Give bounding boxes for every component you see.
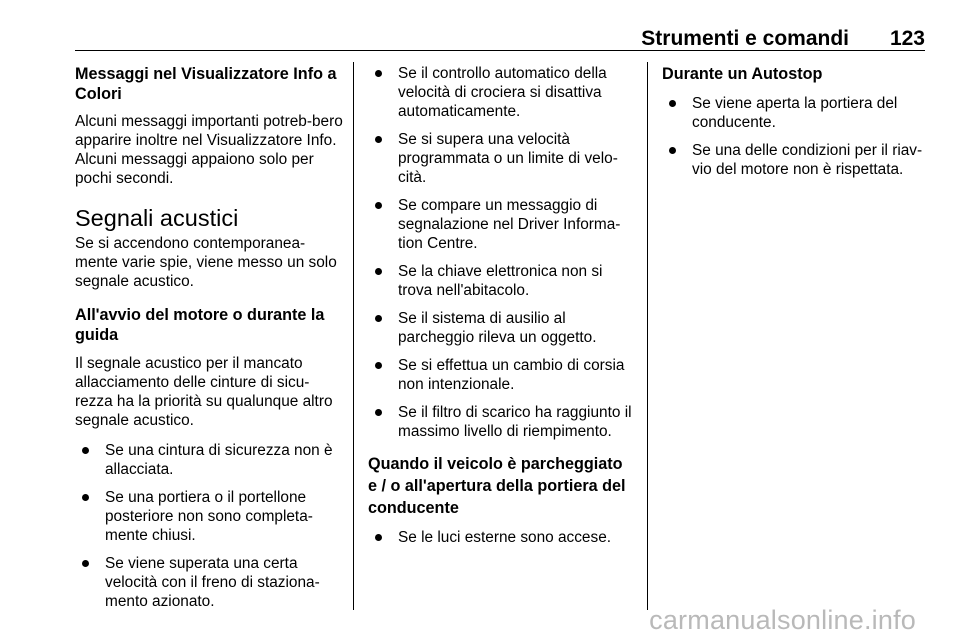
list-item: Se viene superata una certa velocità con il freno di staziona-mento azionato. [75, 554, 345, 611]
list-item: Se compare un messaggio di segnalazione nel Driver Informa-tion Centre. [368, 196, 636, 253]
list-item: Se il filtro di scarico ha raggiunto il massimo livello di riempimento. [368, 403, 636, 441]
list-item: Se si supera una velocità programmata o un limite di velo-cità. [368, 130, 636, 187]
bullet-list-driving [368, 64, 636, 441]
bullet-list-parked [368, 528, 636, 547]
page-number: 123 [889, 27, 925, 50]
bullet-icon [669, 147, 676, 154]
bullet-icon [375, 70, 382, 77]
list-item: Se una delle condizioni per il riav-vio del motore non è rispettata. [662, 141, 926, 179]
list-item: Se una portiera o il portellone posteriore non sono completa-mente chiusi. [75, 488, 345, 545]
section-title-engine-start: All'avvio del motore o durante la guida [75, 306, 325, 344]
watermark: carmanualsonline.info [649, 605, 916, 635]
list-item: Se la chiave elettronica non si trova nell'abitacolo. [368, 262, 636, 300]
list-item: Se il controllo automatico della velocità di crociera si disattiva automaticamente. [368, 64, 636, 121]
header-title: Strumenti e comandi [641, 27, 849, 50]
bullet-icon [375, 136, 382, 143]
section-text-acoustic-signals: Se si accendono contemporanea-mente varie spie, viene messo un solo segnale acustico. [75, 235, 337, 290]
page-header [75, 26, 925, 52]
section-text-color-info-display: Alcuni messaggi importanti potreb-bero apparire inoltre nel Visualizzatore Info. Alcuni messaggi appaiono solo per pochi secondi. [75, 113, 343, 187]
section-title-parked: Quando il veicolo è parcheggiato e / o all'apertura della portiera del conducente [368, 455, 626, 517]
section-text-engine-start: Il segnale acustico per il mancato allacciamento delle cinture di sicu-rezza ha la priorità su qualunque altro segnale acustico. [75, 355, 333, 429]
list-item: Se le luci esterne sono accese. [368, 528, 636, 547]
bullet-icon [375, 534, 382, 541]
list-item: Se una cintura di sicurezza non è allacciata. [75, 441, 345, 479]
bullet-icon [375, 268, 382, 275]
column-divider-1 [353, 62, 354, 610]
bullet-icon [375, 409, 382, 416]
list-item: Se il sistema di ausilio al parcheggio rileva un oggetto. [368, 309, 636, 347]
bullet-icon [375, 362, 382, 369]
bullet-list-engine-start [75, 441, 345, 611]
header-rule [75, 50, 925, 51]
list-item: Se viene aperta la portiera del conducente. [662, 94, 926, 132]
bullet-icon [82, 494, 89, 501]
list-item: Se si effettua un cambio di corsia non intenzionale. [368, 356, 636, 394]
section-title-acoustic-signals: Segnali acustici [75, 205, 239, 231]
column-1 [75, 64, 345, 620]
bullet-icon [375, 315, 382, 322]
section-title-autostop: Durante un Autostop [662, 65, 823, 83]
bullet-icon [669, 100, 676, 107]
column-2 [368, 64, 636, 556]
section-title-color-info-display: Messaggi nel Visualizzatore Info a Colori [75, 65, 337, 103]
column-3 [662, 64, 926, 188]
bullet-icon [82, 447, 89, 454]
bullet-icon [375, 202, 382, 209]
bullet-list-autostop [662, 94, 926, 179]
column-divider-2 [647, 62, 648, 610]
bullet-icon [82, 560, 89, 567]
